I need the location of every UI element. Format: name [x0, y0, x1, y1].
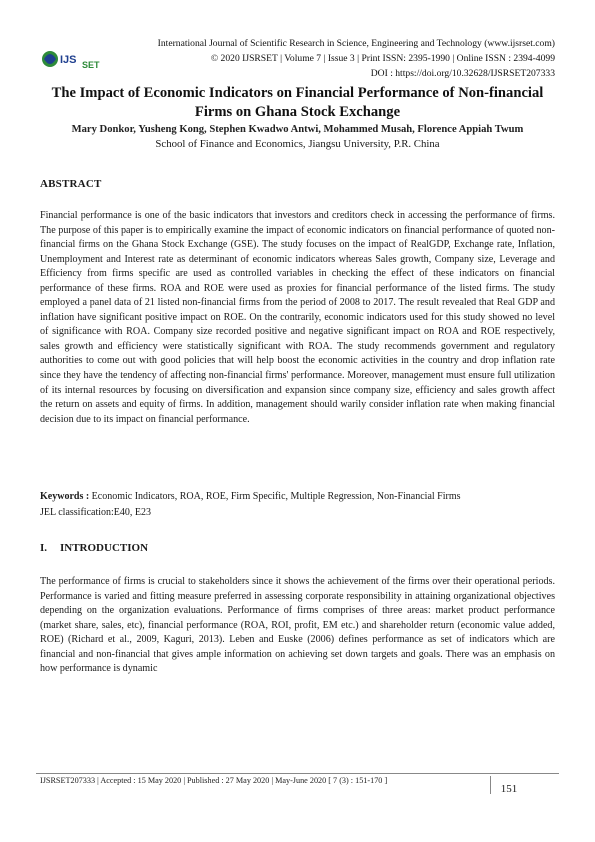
doi-link[interactable]: DOI : https://doi.org/10.32628/IJSRSET207333 — [370, 68, 555, 79]
keywords — [40, 491, 461, 502]
keywords-label: Keywords : — [40, 491, 90, 502]
abstract-heading: ABSTRACT — [40, 178, 102, 190]
abstract-text: Financial performance is one of the basic indicators that investors and creditors check in accessing the performance of firms. The purpose of this paper is to empirically examine the impact of economic indicators on financial performance of quoted non-financial firms on the Ghana Stock Exchange (GSE). The study focuses on the impact of RealGDP, Exchange rate, Inflation, Unemployment and Interest rate as determinant of economic indicators whereas Sales growth, Company size, Leverage and Efficiency from firms specific are used as controlled variables in checking the effect of these indicators on financial performance of these firms. ROA and ROE were used as proxies for financial performance of the listed firms. The study employed a panel data of 21 listed non-financial firms from the period of 2008 to 2017. The result revealed that Real GDP and inflation have significant positive impact on ROE. On the contrarily, economic indicators used for this study showed no level of significance with ROA. Company size recorded positive and negative significant impact on ROA and ROE respectively, sales growth and efficiency were statistically significant with ROA. The study recommends government and regulatory authorities to come out with good policies that will help boost the economic activities in the country and drop inflation rate since they have the tendency of affecting non-financial firms' performance. Moreover, management must ensure full utilization of its internal resources by focusing on diversification and expansion since company size, efficiency and sales growth affect the return on assets and equity of firms. In addition, management should warily consider inflation rate when making financial decision due to its impact on financial performance. — [40, 210, 555, 425]
issue-info: © 2020 IJSRSET | Volume 7 | Issue 3 | Print ISSN: 2395-1990 | Online ISSN : 2394-4099 — [210, 53, 555, 64]
page-number: 151 — [490, 776, 527, 794]
title-line-2: Firms on Ghana Stock Exchange — [194, 104, 401, 120]
logo-text-a: IJS — [60, 54, 77, 66]
paper-title — [30, 84, 565, 122]
authors: Mary Donkor, Yusheng Kong, Stephen Kwadwo Antwi, Mohammed Musah, Florence Appiah Twum — [71, 124, 524, 135]
footer-rule — [36, 773, 559, 774]
jel-classification: JEL classification:E40, E23 — [40, 507, 151, 518]
title-line-1: The Impact of Economic Indicators on Financial Performance of Non-financial — [51, 85, 544, 101]
introduction-heading — [40, 542, 148, 554]
journal-name: International Journal of Scientific Research in Science, Engineering and Technology (www.ijsrset.com) — [157, 38, 555, 49]
footer-citation: IJSRSET207333 | Accepted : 15 May 2020 | Published : 27 May 2020 | May-June 2020 [ 7 (3) : 151-170 ] — [40, 776, 388, 785]
keywords-list: Economic Indicators, ROA, ROE, Firm Specific, Multiple Regression, Non-Financial Firms — [89, 491, 461, 502]
introduction-text: The performance of firms is crucial to stakeholders since it shows the achievement of the firms over their operational periods. Performance is varied and fitting measure preferred in assessing corporate responsibility in attaining organizational objectives depending on the organization evaluations. Performance of firms comprises of three areas: market product performance (market share, sales, etc), financial performance (ROA, ROI, profit, EM etc.) and shareholder return (economic value added, ROE) (Richard et al., 2009, Kaguri, 2013). Leben and Euske (2006) defines performance as set of indicators which are financial and non-financial that gives ample information on achieving set down targets and goals. There was an emphasis on how performance is dynamic — [40, 576, 555, 675]
section-number: I. — [40, 542, 48, 554]
section-title: INTRODUCTION — [60, 542, 149, 554]
logo-text-b: SET — [82, 60, 100, 70]
journal-logo — [40, 44, 120, 74]
affiliation: School of Finance and Economics, Jiangsu University, P.R. China — [155, 138, 440, 150]
